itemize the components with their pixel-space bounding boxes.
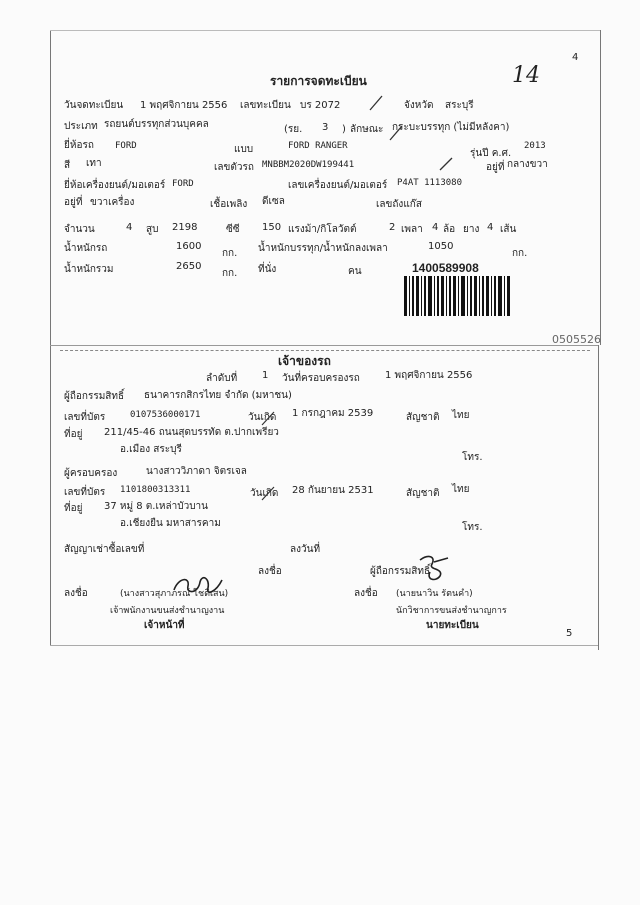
right-sign-label: ลงชื่อ bbox=[354, 588, 378, 599]
gross-label: น้ำหนักรวม bbox=[64, 264, 114, 275]
order-label: ลำดับที่ bbox=[206, 373, 238, 384]
gross-value: 2650 bbox=[176, 261, 202, 272]
rb-suffix: ) bbox=[342, 124, 346, 135]
barcode-number: 1400589908 bbox=[412, 261, 479, 275]
page-number-bottom: 5 bbox=[566, 628, 573, 639]
left-signer-role: เจ้าหน้าที่ bbox=[144, 620, 185, 631]
possession-date-label: วันที่ครอบครองรถ bbox=[282, 373, 360, 384]
wheels-label: ล้อ bbox=[443, 224, 456, 235]
color-label: สี bbox=[64, 160, 71, 171]
left-sign-label: ลงชื่อ bbox=[64, 588, 88, 599]
wheels-value: 4 bbox=[432, 222, 439, 233]
contract-date-label: ลงวันที่ bbox=[290, 544, 321, 555]
owner-signature-icon bbox=[414, 552, 454, 586]
owner-addr-line2: อ.เมือง สระบุรี bbox=[120, 444, 182, 455]
axles-label: เพลา bbox=[401, 224, 423, 235]
date-value: 1 พฤศจิกายน 2556 bbox=[140, 100, 228, 111]
owner-nat-label: สัญชาติ bbox=[406, 412, 440, 423]
right-signer-position: นักวิชาการขนส่งชำนาญการ bbox=[396, 606, 507, 616]
body-label: ลักษณะ bbox=[350, 124, 384, 135]
plate-label: เลขทะเบียน bbox=[240, 100, 291, 111]
sign-label-mid: ลงชื่อ bbox=[258, 566, 282, 577]
province-value: สระบุรี bbox=[445, 100, 474, 111]
handwritten-number: 14 bbox=[512, 63, 540, 88]
year-label: รุ่นปี ค.ศ. bbox=[470, 148, 512, 159]
order-value: 1 bbox=[262, 370, 269, 381]
holder-dob-label: วันเกิด bbox=[250, 488, 279, 499]
left-signer-position: เจ้าพนักงานขนส่งชำนาญงาน bbox=[110, 606, 225, 616]
contract-label: สัญญาเช่าซื้อเลขที่ bbox=[64, 544, 145, 555]
type-label: ประเภท bbox=[64, 121, 98, 132]
model-label: แบบ bbox=[234, 144, 254, 155]
load-label: น้ำหนักบรรทุก/น้ำหนักลงเพลา bbox=[258, 243, 388, 254]
brand-label: ยี่ห้อรถ bbox=[64, 140, 94, 151]
owner-value: ธนาคารกสิกรไทย จำกัด (มหาชน) bbox=[144, 390, 292, 401]
cyl-label: จำนวน bbox=[64, 224, 95, 235]
chassis-pos-value: กลางขวา bbox=[507, 159, 548, 170]
type-value: รถยนต์บรรทุกส่วนบุคคล bbox=[104, 119, 209, 130]
gross-unit: กก. bbox=[222, 268, 238, 279]
weight-value: 1600 bbox=[176, 241, 202, 252]
engine-pos-label: อยู่ที่ bbox=[64, 197, 83, 208]
owner-id-value: 0107536000171 bbox=[130, 410, 201, 420]
fuel-label: เชื้อเพลิง bbox=[210, 199, 248, 210]
cyl-unit: สูบ bbox=[146, 224, 159, 235]
owner-tel-label: โทร. bbox=[462, 452, 483, 463]
owner-id-label: เลขที่บัตร bbox=[64, 412, 106, 423]
engine-no-label: เลขเครื่องยนต์/มอเตอร์ bbox=[288, 180, 388, 191]
engine-no-value: P4AT 1113080 bbox=[397, 178, 463, 188]
cc-value: 2198 bbox=[172, 222, 198, 233]
weight-unit: กก. bbox=[222, 248, 238, 259]
rb-value: 3 bbox=[322, 122, 329, 133]
weight-label: น้ำหนักรถ bbox=[64, 243, 108, 254]
chassis-pos-label: อยู่ที่ bbox=[486, 162, 505, 173]
owner-section-title: เจ้าของรถ bbox=[278, 354, 331, 368]
holder-label: ผู้ครอบครอง bbox=[64, 468, 118, 479]
page-title: รายการจดทะเบียน bbox=[270, 74, 367, 88]
load-value: 1050 bbox=[428, 241, 454, 252]
rb-prefix: (รย. bbox=[284, 124, 303, 135]
seats-label: ที่นั่ง bbox=[258, 264, 277, 275]
owner-dob-label: วันเกิด bbox=[248, 412, 277, 423]
plate-value: บร 2072 bbox=[300, 100, 341, 111]
engine-brand-value: FORD bbox=[172, 179, 194, 189]
owner-addr-label: ที่อยู่ bbox=[64, 429, 83, 440]
holder-addr-line2: อ.เชียงยืน มหาสารคาม bbox=[120, 518, 221, 529]
year-value: 2013 bbox=[524, 141, 546, 151]
engine-brand-label: ยี่ห้อเครื่องยนต์/มอเตอร์ bbox=[64, 180, 166, 191]
date-label: วันจดทะเบียน bbox=[64, 100, 124, 111]
fuel-value: ดีเซล bbox=[262, 196, 285, 207]
owner-addr-line1: 211/45-46 ถนนสุดบรรทัด ต.ปากเพรียว bbox=[104, 427, 279, 438]
gas-tank-label: เลขถังแก๊ส bbox=[376, 199, 422, 210]
owner-sign-label: ผู้ถือกรรมสิทธิ์ bbox=[370, 566, 431, 577]
owner-label: ผู้ถือกรรมสิทธิ์ bbox=[64, 391, 125, 402]
holder-id-label: เลขที่บัตร bbox=[64, 487, 106, 498]
possession-date-value: 1 พฤศจิกายน 2556 bbox=[385, 370, 473, 381]
holder-nat-label: สัญชาติ bbox=[406, 488, 440, 499]
serial-partial: 0505526 bbox=[552, 333, 601, 346]
province-label: จังหวัด bbox=[404, 100, 434, 111]
right-signer-name: (นายนาวิน รัตนคำ) bbox=[396, 589, 473, 599]
cyl-value: 4 bbox=[126, 222, 133, 233]
tyres-value: 4 bbox=[487, 222, 494, 233]
holder-tel-label: โทร. bbox=[462, 522, 483, 533]
holder-addr-line1: 37 หมู่ 8 ต.เหล่าบัวบาน bbox=[104, 501, 208, 512]
color-value: เทา bbox=[86, 158, 102, 169]
axles-value: 2 bbox=[389, 222, 396, 233]
cc-label: ซีซี bbox=[226, 224, 240, 235]
holder-addr-label: ที่อยู่ bbox=[64, 503, 83, 514]
model-value: FORD RANGER bbox=[288, 141, 348, 151]
engine-pos-value: ขวาเครื่อง bbox=[90, 197, 135, 208]
owner-dob-value: 1 กรกฎาคม 2539 bbox=[292, 408, 374, 419]
hp-value: 150 bbox=[262, 222, 282, 233]
holder-value: นางสาววิภาดา จิตรเจล bbox=[146, 466, 247, 477]
holder-nat-value: ไทย bbox=[452, 484, 470, 495]
load-unit: กก. bbox=[512, 248, 528, 259]
chassis-value: MNBBM2020DW199441 bbox=[262, 160, 355, 170]
tyres-label: ยาง bbox=[463, 224, 480, 235]
hp-label: แรงม้า/กิโลวัตต์ bbox=[288, 224, 357, 235]
brand-value: FORD bbox=[115, 141, 137, 151]
page-number-top: 4 bbox=[572, 52, 579, 63]
holder-id-value: 1101800313311 bbox=[120, 485, 191, 495]
tyres-unit: เส้น bbox=[500, 224, 517, 235]
left-signer-name: (นางสาวสุภาภรณ์ โชติเสน) bbox=[120, 589, 229, 599]
body-value: กระบะบรรทุก (ไม่มีหลังคา) bbox=[392, 122, 510, 133]
right-signer-role: นายทะเบียน bbox=[426, 620, 479, 631]
seats-unit: คน bbox=[348, 266, 362, 277]
holder-dob-value: 28 กันยายน 2531 bbox=[292, 485, 374, 496]
owner-nat-value: ไทย bbox=[452, 410, 470, 421]
chassis-label: เลขตัวรถ bbox=[214, 162, 254, 173]
